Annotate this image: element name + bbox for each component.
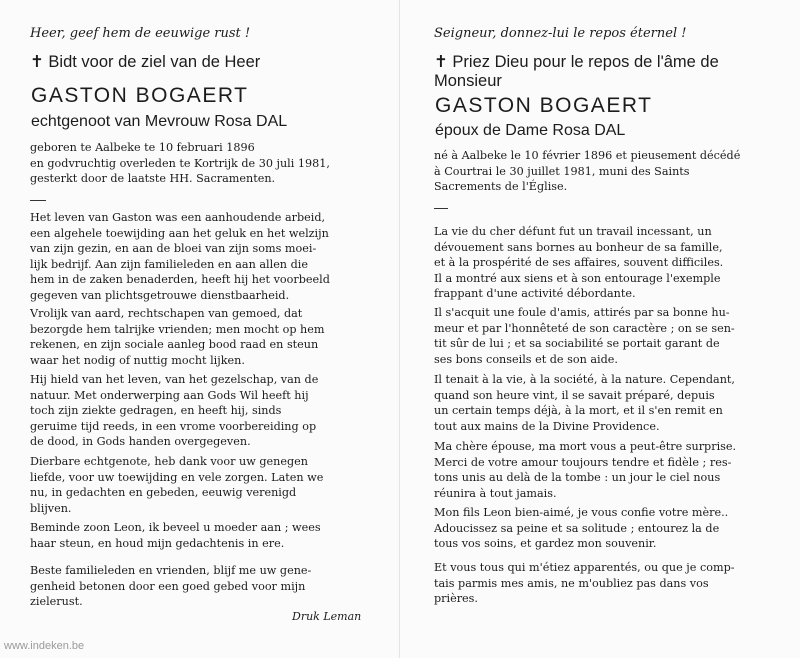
text-line: ses bons conseils et de son aide.: [434, 352, 618, 366]
paragraph-3-french: [434, 372, 735, 434]
text-line: Et vous tous qui m'étiez apparentés, ou que je comp-: [434, 561, 735, 574]
text-line: de dood, in Gods handen overgegeven.: [30, 435, 251, 449]
text-line: tous vos soins, et gardez mon souvenir.: [434, 537, 657, 551]
text-line: toch zijn ziekte gedragen, en heeft hij, sinds: [30, 404, 282, 418]
text-line: liefde, voor uw toewijding en vele zorgen. Laten we: [30, 470, 324, 484]
text-line: Il tenait à la vie, à la société, à la nature. Cependant,: [434, 373, 735, 386]
text-line: Het leven van Gaston was een aanhoudende arbeid,: [30, 211, 326, 224]
honorific-title: Monsieur: [434, 72, 502, 90]
detail-line: à Courtrai le 30 juillet 1981, muni des Saints: [434, 164, 690, 178]
prayer-request-french: ✝ Priez Dieu pour le repos de l'âme de: [434, 53, 719, 71]
text-line: geruime tijd reeds, in een vrome voorbereiding op: [30, 419, 317, 433]
detail-line: geboren te Aalbeke te 10 februari 1896: [30, 141, 255, 154]
birth-death-details-dutch: [30, 140, 330, 187]
text-line: réunira à tout jamais.: [434, 486, 557, 500]
paragraph-5-dutch: [30, 520, 321, 551]
text-line: Vrolijk van aard, rechtschapen van gemoed, dat: [30, 307, 303, 320]
text-line: blijven.: [30, 501, 72, 515]
deceased-name-french: GASTON BOGAERT: [435, 94, 653, 117]
birth-death-details-french: [434, 148, 740, 195]
text-line: et à la prospérité de ses affaires, souvent difficiles.: [434, 256, 724, 270]
text-line: waar het nodig of nuttig mocht lijken.: [30, 353, 245, 367]
deceased-name-dutch: GASTON BOGAERT: [31, 84, 249, 107]
printer-credit: Druk Leman: [292, 610, 362, 623]
detail-line: Sacrements de l'Église.: [434, 180, 568, 194]
text-line: lijk bedrijf. Aan zijn familieleden en aan allen die: [30, 257, 308, 271]
text-line: haar steun, en houd mijn gedachtenis in ere.: [30, 536, 285, 550]
invocation-french: Seigneur, donnez-lui le repos éternel !: [434, 26, 687, 41]
detail-line: en godvruchtig overleden te Kortrijk de 30 juli 1981,: [30, 156, 330, 170]
text-line: meur et par l'honnêteté de son caractère ; on se sen-: [434, 321, 735, 335]
text-line: dévouement sans bornes au bonheur de sa famille,: [434, 240, 723, 254]
paragraph-6-dutch: [30, 563, 311, 610]
text-line: Adoucissez sa peine et sa solitude ; entourez la de: [434, 521, 720, 535]
paragraph-3-dutch: [30, 372, 318, 450]
text-line: Ma chère épouse, ma mort vous a peut-être surprise.: [434, 440, 737, 453]
paragraph-6-french: [434, 560, 735, 607]
paragraph-4-french: [434, 439, 736, 501]
text-line: nu, in gedachten en gebeden, eeuwig verenigd: [30, 486, 297, 500]
detail-line: né à Aalbeke le 10 février 1896 et pieusement décédé: [434, 149, 741, 162]
text-line: een algehele toewijding aan het geluk en het welzijn: [30, 226, 329, 240]
detail-line: gesterkt door de laatste HH. Sacramenten.: [30, 172, 276, 186]
paragraph-2-dutch: [30, 306, 324, 368]
text-line: bezorgde hem talrijke vrienden; men mocht op hem: [30, 322, 325, 336]
paragraph-5-french: [434, 505, 728, 552]
text-line: Beste familieleden en vrienden, blijf me uw gene-: [30, 564, 312, 577]
text-line: genheid betonen door een goed gebed voor mijn: [30, 579, 306, 593]
text-line: gegeven van plichtsgetrouwe dienstbaarheid.: [30, 288, 290, 302]
paragraph-4-dutch: [30, 454, 323, 516]
text-line: Mon fils Leon bien-aimé, je vous confie votre mère..: [434, 506, 729, 519]
text-line: Il a montré aux siens et à son entourage l'exemple: [434, 271, 721, 285]
text-line: Il s'acquit une foule d'amis, attirés par sa bonne hu-: [434, 306, 730, 319]
text-line: hem in de zaken benaderden, heeft hij het voorbeeld: [30, 273, 330, 287]
text-line: tais parmis mes amis, ne m'oubliez pas dans vos: [434, 576, 709, 590]
prayer-request-dutch: ✝ Bidt voor de ziel van de Heer: [30, 53, 261, 71]
text-line: rekenen, en zijn sociale aanleg bood raad en steun: [30, 338, 319, 352]
text-line: zielerust.: [30, 595, 83, 609]
separator-line: [30, 200, 46, 201]
paragraph-2-french: [434, 305, 735, 367]
text-line: quand son heure vint, il se savait préparé, depuis: [434, 388, 715, 402]
site-watermark: www.indeken.be: [4, 640, 85, 652]
text-line: tons unis au delà de la tombe : un jour le ciel nous: [434, 471, 721, 485]
right-page-french: [400, 0, 800, 658]
text-line: La vie du cher défunt fut un travail incessant, un: [434, 225, 712, 238]
spouse-line-dutch: echtgenoot van Mevrouw Rosa DAL: [31, 113, 288, 130]
text-line: Beminde zoon Leon, ik beveel u moeder aan ; wees: [30, 521, 321, 534]
text-line: natuur. Met onderwerping aan Gods Wil heeft hij: [30, 388, 309, 402]
text-line: Dierbare echtgenote, heb dank voor uw genegen: [30, 455, 308, 468]
text-line: prières.: [434, 592, 478, 606]
spouse-line-french: époux de Dame Rosa DAL: [435, 122, 626, 139]
text-line: un certain temps déjà, à la mort, et il s'en remit en: [434, 404, 723, 418]
invocation-dutch: Heer, geef hem de eeuwige rust !: [30, 26, 251, 41]
text-line: Hij hield van het leven, van het gezelschap, van de: [30, 373, 319, 386]
text-line: tout aux mains de la Divine Providence.: [434, 419, 660, 433]
paragraph-1-french: [434, 224, 723, 302]
separator-line: [434, 208, 448, 209]
text-line: tit sûr de lui ; et sa sociabilité se portait garant de: [434, 337, 720, 351]
paragraph-1-dutch: [30, 210, 330, 304]
text-line: van zijn gezin, en aan de bloei van zijn soms moei-: [30, 242, 317, 256]
text-line: frappant d'une activité débordante.: [434, 287, 636, 301]
text-line: Merci de votre amour toujours tendre et fidèle ; res-: [434, 455, 732, 469]
